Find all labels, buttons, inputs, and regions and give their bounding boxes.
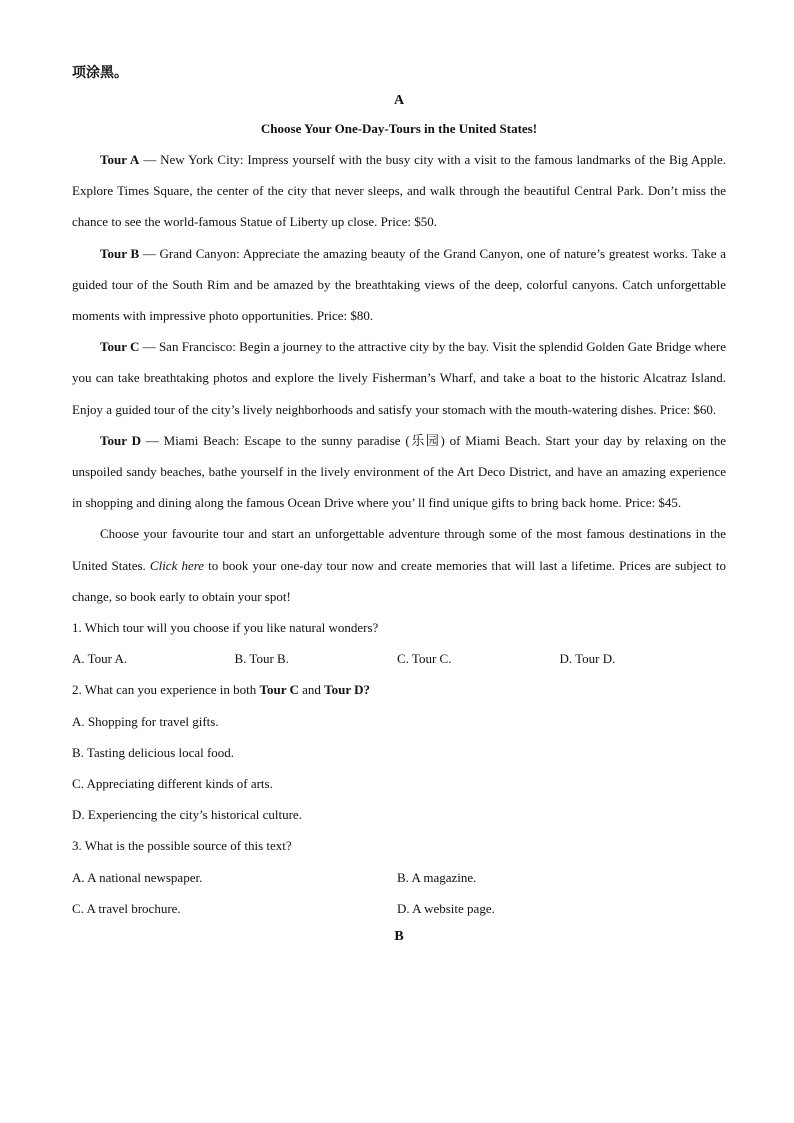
q1-option-c: C. Tour C.	[397, 651, 452, 667]
tour-c-paragraph	[72, 331, 726, 425]
q2-option-c: C. Appreciating different kinds of arts.	[72, 775, 273, 791]
q2-bold-tour-d: Tour D?	[324, 682, 371, 698]
click-here-link[interactable]: Click here	[149, 557, 205, 573]
tour-d-name: Tour D	[100, 432, 141, 448]
tour-b-paragraph	[72, 238, 726, 332]
q3-option-a: A. A national newspaper.	[72, 869, 203, 885]
q2-bold-tour-c: Tour C	[259, 682, 299, 698]
q3-option-d: D. A website page.	[397, 900, 495, 916]
closing-text-after: to book your one-day tour now and create memories that will last a lifetime. Prices are subject to change, so book early to obtain your spot!	[72, 557, 726, 604]
tour-a-paragraph	[72, 144, 726, 238]
q3-option-b: B. A magazine.	[397, 869, 477, 885]
section-b-label: B	[394, 928, 404, 944]
q2-text-before: 2. What can you experience in both	[72, 682, 260, 698]
q2-option-d: D. Experiencing the city’s historical culture.	[72, 807, 302, 823]
tour-b-dash: —	[139, 245, 160, 261]
tour-b-text: Grand Canyon: Appreciate the amazing beauty of the Grand Canyon, one of nature’s greatest works. Take a guided tour of the South Rim and be amazed by the breathtaking views of the deep, colorful canyons. Catch unforgettable moments with impressive photo opportunities. Price: $80.	[72, 245, 726, 324]
tour-a-text: New York City: Impress yourself with the busy city with a visit to the famous landmarks of the Big Apple. Explore Times Square, the center of the city that never sleeps, and walk through the beautiful Central Park. Don’t miss the chance to see the world-famous Statue of Liberty up close. Price: $50.	[72, 152, 727, 230]
closing-text-before: Choose your favourite tour and start an unforgettable adventure through some of the most famous destinations in the United States.	[72, 526, 726, 573]
tour-d-paragraph	[72, 425, 726, 519]
q1-option-d: D. Tour D.	[559, 651, 616, 667]
q2-option-b: B. Tasting delicious local food.	[72, 744, 235, 760]
closing-paragraph	[72, 518, 726, 612]
tour-c-text: San Francisco: Begin a journey to the attractive city by the bay. Visit the splendid Golden Gate Bridge where you can take breathtaking photos and explore the lively Fisherman’s Wharf, and take a boat to the historic Alcatraz Island. Enjoy a guided tour of the city’s lively neighborhoods and satisfy your stomach with the mouth-watering dishes. Price: $60.	[72, 339, 726, 417]
question-3: 3. What is the possible source of this text?	[72, 838, 292, 854]
tour-d-text: Miami Beach: Escape to the sunny paradise (乐园) of Miami Beach. Start your day by relaxing on the unspoiled sandy beaches, bathe yourself in the lively environment of the Art Deco District, and have an amazing experience in shopping and dining along the famous Ocean Drive where you’ ll find unique gifts to bring back home. Price: $45.	[72, 432, 726, 511]
q3-option-c: C. A travel brochure.	[72, 900, 181, 916]
section-a-label: A	[393, 93, 405, 108]
question-3-options-row-1	[72, 862, 726, 893]
question-1: 1. Which tour will you choose if you like natural wonders?	[72, 620, 379, 636]
header-text: 项涂黑。	[72, 65, 128, 81]
document-page	[72, 58, 726, 950]
tour-b-name: Tour B	[100, 245, 140, 261]
q2-text-mid: and	[298, 682, 325, 698]
tour-c-dash: —	[139, 339, 159, 355]
q1-option-a: A. Tour A.	[72, 651, 128, 667]
tour-a-dash: —	[139, 152, 161, 167]
q2-option-a: A. Shopping for travel gifts.	[72, 713, 219, 729]
tour-c-name: Tour C	[100, 339, 140, 355]
q1-option-b: B. Tour B.	[234, 651, 289, 667]
passage-title: Choose Your One-Day-Tours in the United States!	[260, 121, 538, 136]
tour-d-dash: —	[140, 432, 164, 448]
question-3-options-row-2	[72, 893, 726, 924]
question-1-options	[72, 643, 726, 674]
tour-a-name: Tour A	[100, 152, 140, 167]
question-2	[72, 674, 726, 705]
